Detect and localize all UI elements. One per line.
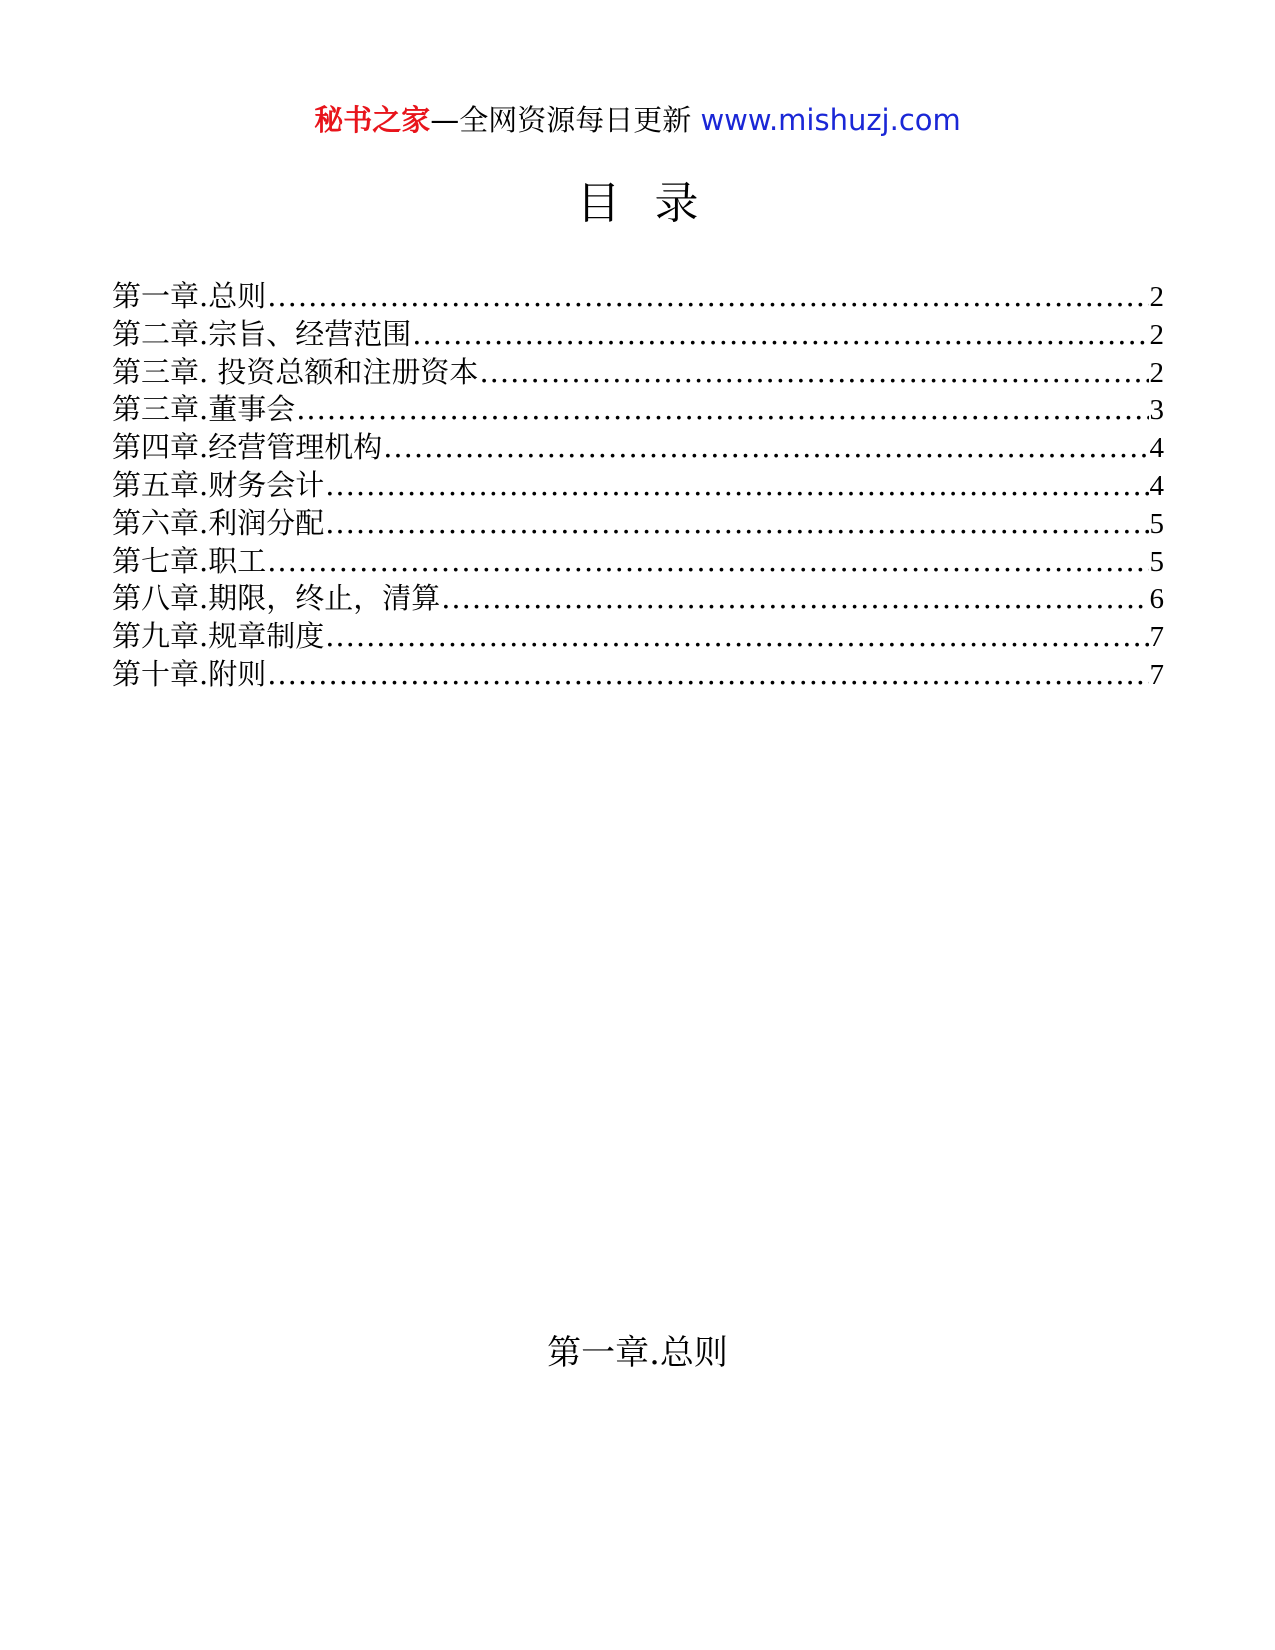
toc-dot-leader (325, 467, 1148, 505)
toc-entry[interactable] (112, 429, 1164, 467)
site-url-link[interactable]: www.mishuzj.com (700, 103, 961, 137)
toc-entry-page: 4 (1149, 469, 1164, 502)
toc-entry-page: 4 (1149, 432, 1164, 465)
toc-entry-label: 第三章.董事会 (112, 392, 296, 427)
toc-entry-page: 2 (1149, 281, 1164, 313)
toc-entry-label: 第一章.总则 (112, 279, 267, 313)
toc-entry-page: 2 (1149, 356, 1164, 389)
toc-dot-leader (267, 656, 1148, 694)
toc-entry-label: 第四章.经营管理机构 (112, 430, 383, 465)
toc-entry-label: 第二章.宗旨、经营范围 (112, 316, 412, 351)
table-of-contents (112, 278, 1164, 694)
toc-dot-leader (267, 278, 1148, 316)
toc-entry-label: 第七章.职工 (112, 543, 267, 578)
toc-entry[interactable] (112, 467, 1164, 505)
toc-entry[interactable] (112, 543, 1164, 581)
toc-entry[interactable] (112, 505, 1164, 543)
toc-dot-leader (412, 316, 1148, 354)
toc-entry-page: 3 (1149, 394, 1164, 427)
brand-name: 秘书之家 (314, 103, 431, 137)
toc-entry-label: 第六章.利润分配 (112, 505, 325, 540)
toc-entry[interactable] (112, 580, 1164, 618)
toc-entry[interactable] (112, 316, 1164, 354)
toc-entry[interactable] (112, 354, 1164, 392)
toc-entry[interactable] (112, 656, 1164, 694)
toc-entry[interactable] (112, 618, 1164, 656)
toc-entry-label: 第十章.附则 (112, 656, 267, 691)
toc-dot-leader (383, 429, 1148, 467)
toc-entry-page: 7 (1149, 658, 1164, 691)
toc-entry[interactable] (112, 391, 1164, 429)
toc-dot-leader (296, 391, 1148, 429)
header-tagline: —全网资源每日更新 (430, 103, 701, 137)
toc-dot-leader (441, 580, 1148, 618)
toc-title: 目录 (576, 178, 733, 229)
site-header (0, 100, 1275, 140)
toc-entry-label: 第五章.财务会计 (112, 467, 325, 502)
toc-entry[interactable] (112, 278, 1164, 316)
toc-dot-leader (479, 354, 1148, 392)
toc-entry-page: 6 (1149, 583, 1164, 616)
chapter-heading: 第一章.总则 (547, 1333, 728, 1373)
toc-dot-leader (267, 543, 1148, 581)
toc-entry-page: 2 (1149, 318, 1164, 351)
toc-entry-label: 第三章. 投资总额和注册资本 (112, 354, 479, 389)
toc-entry-page: 5 (1149, 545, 1164, 578)
toc-entry-label: 第九章.规章制度 (112, 619, 325, 654)
toc-entry-label: 第八章.期限，终止，清算 (112, 581, 441, 616)
toc-entry-page: 5 (1149, 507, 1164, 540)
toc-entry-page: 7 (1149, 621, 1164, 654)
toc-dot-leader (325, 618, 1148, 656)
toc-dot-leader (325, 505, 1148, 543)
